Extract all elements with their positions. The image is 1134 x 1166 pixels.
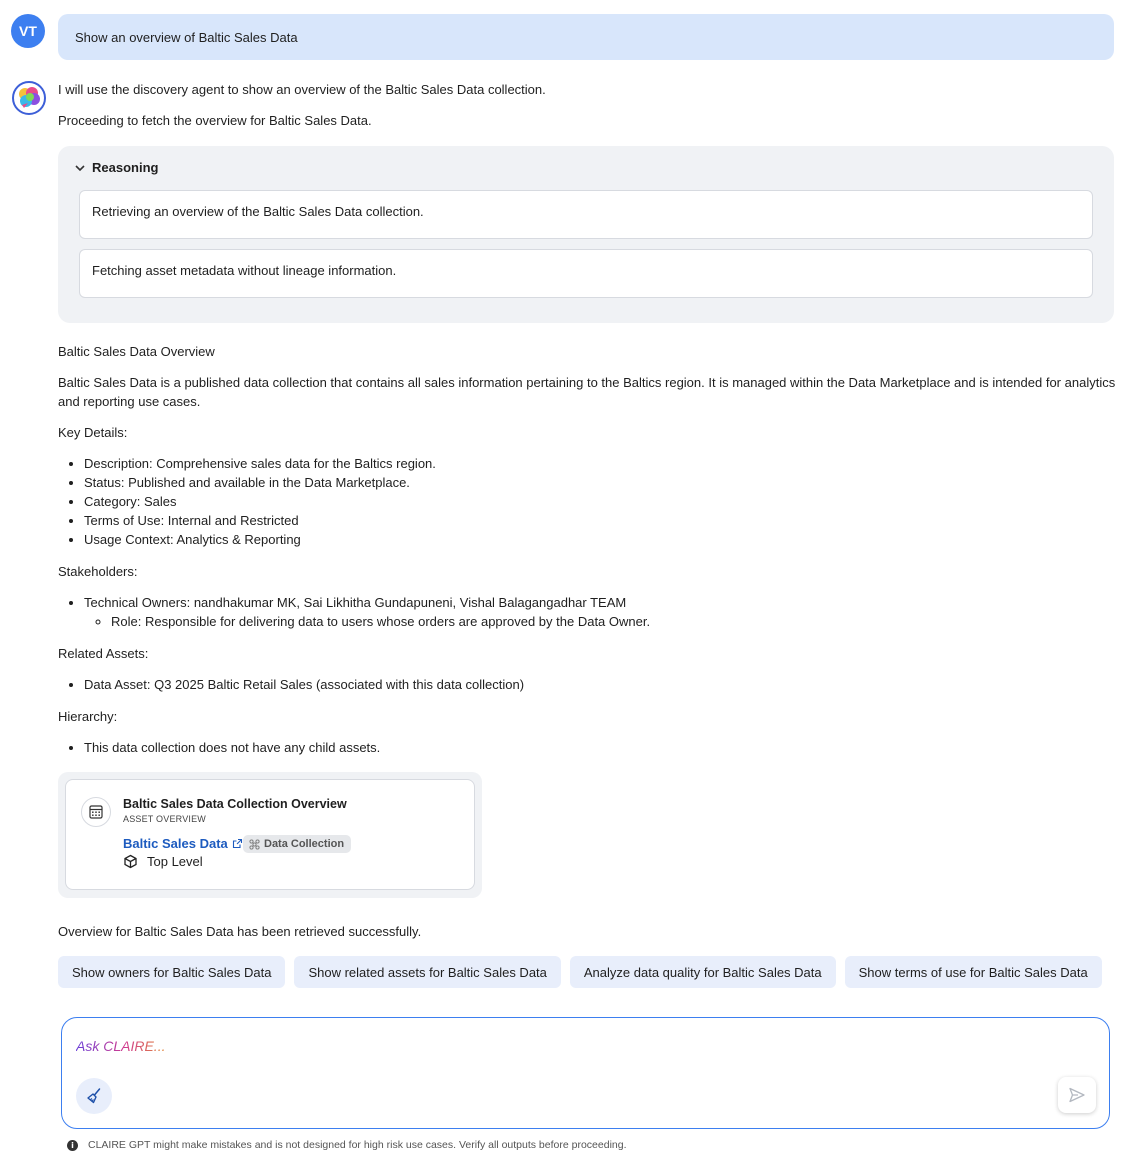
reasoning-label: Reasoning [92, 160, 159, 175]
reasoning-toggle[interactable] [74, 160, 158, 175]
suggestion-chip-data-quality[interactable]: Analyze data quality for Baltic Sales Data [570, 956, 836, 988]
suggestion-chips [58, 956, 1102, 988]
reasoning-panel [58, 146, 1114, 323]
technical-owners: Technical Owners: nandhakumar MK, Sai Likhitha Gundapuneni, Vishal Balagangadhar TEAM [84, 595, 627, 610]
user-message-text: Show an overview of Baltic Sales Data [75, 29, 298, 45]
asset-level [123, 854, 203, 869]
asset-type-label: Data Collection [264, 838, 345, 850]
send-icon [1068, 1086, 1086, 1104]
stakeholders-list [84, 593, 1118, 631]
asset-link[interactable] [123, 836, 243, 851]
external-link-icon [232, 838, 243, 849]
clear-chat-button[interactable] [76, 1078, 112, 1114]
hierarchy-list [84, 738, 1118, 757]
list-item: • Terms of Use: Internal and Restricted [84, 511, 1118, 530]
user-message [58, 14, 1114, 60]
card-subtitle: ASSET OVERVIEW [123, 814, 206, 824]
disclaimer-text: CLAIRE GPT might make mistakes and is not designed for high risk use cases. Verify all outputs before proceeding. [88, 1139, 627, 1151]
list-item: ◦ Role: Responsible for delivering data to users whose orders are approved by the Data Owner. [111, 612, 1118, 631]
calculator-icon [81, 797, 111, 827]
stakeholders-heading: Stakeholders: [58, 564, 138, 579]
send-button[interactable] [1058, 1077, 1096, 1113]
info-icon: i [67, 1140, 78, 1151]
reasoning-step: Fetching asset metadata without lineage information. [79, 249, 1093, 298]
overview-description: Baltic Sales Data is a published data collection that contains all sales information pertaining to the Baltics region. It is managed within the Data Marketplace and is intended for analytics and reporting use cases. [58, 375, 1116, 409]
chat-input-box[interactable] [61, 1017, 1110, 1129]
list-item: • Usage Context: Analytics & Reporting [84, 530, 1118, 549]
key-details-list [84, 454, 1118, 549]
chat-input[interactable]: Ask CLAIRE... [76, 1038, 166, 1054]
suggestion-chip-related-assets[interactable]: Show related assets for Baltic Sales Data [294, 956, 560, 988]
key-details-heading: Key Details: [58, 425, 128, 440]
suggestion-chip-owners[interactable]: Show owners for Baltic Sales Data [58, 956, 285, 988]
assistant-intro-1: I will use the discovery agent to show an overview of the Baltic Sales Data collection. [58, 82, 546, 97]
role-sublist [111, 612, 1118, 631]
asset-level-label: Top Level [147, 854, 203, 869]
suggestion-chip-terms-of-use[interactable]: Show terms of use for Baltic Sales Data [845, 956, 1102, 988]
list-item: • Status: Published and available in the Data Marketplace. [84, 473, 1118, 492]
hierarchy-heading: Hierarchy: [58, 709, 118, 724]
overview-content [58, 342, 1118, 770]
related-assets-heading: Related Assets: [58, 646, 149, 661]
chevron-down-icon [74, 162, 86, 174]
list-item: • This data collection does not have any child assets. [84, 738, 1118, 757]
overview-title: Baltic Sales Data Overview [58, 344, 215, 359]
disclaimer [67, 1139, 627, 1151]
data-collection-icon [249, 839, 260, 850]
asset-overview-card [65, 779, 475, 890]
related-assets-list [84, 675, 1118, 694]
card-title: Baltic Sales Data Collection Overview [123, 797, 347, 811]
success-message: Overview for Baltic Sales Data has been retrieved successfully. [58, 924, 422, 939]
cube-icon [123, 854, 138, 869]
list-item: • Description: Comprehensive sales data for the Baltics region. [84, 454, 1118, 473]
list-item [84, 593, 1118, 631]
list-item: • Category: Sales [84, 492, 1118, 511]
broom-icon [85, 1087, 103, 1105]
list-item: • Data Asset: Q3 2025 Baltic Retail Sales (associated with this data collection) [84, 675, 1118, 694]
user-avatar: VT [11, 14, 45, 48]
assistant-intro-2: Proceeding to fetch the overview for Baltic Sales Data. [58, 113, 372, 128]
asset-type-badge [243, 835, 351, 853]
asset-link-label: Baltic Sales Data [123, 836, 228, 851]
reasoning-step: Retrieving an overview of the Baltic Sales Data collection. [79, 190, 1093, 239]
claire-logo-icon [11, 80, 47, 116]
asset-card-container [58, 772, 482, 898]
